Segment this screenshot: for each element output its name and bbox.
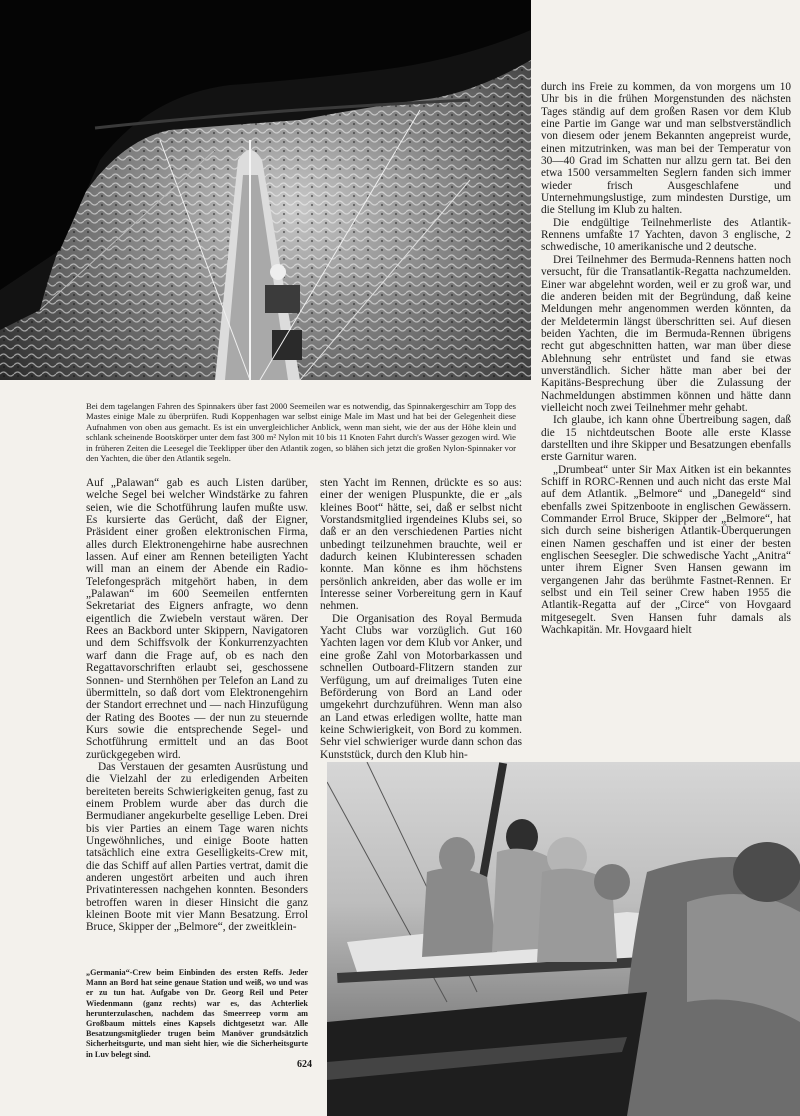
paragraph: Ich glaube, ich kann ohne Übertreibung sagen, daß die 15 nichtdeutschen Boote alle erste Klasse darstellten und ihre Skipper und Besatzungen ebenfalls erste Garnitur waren.: [541, 414, 791, 464]
text-column-right: [541, 81, 791, 636]
paragraph: Das Verstauen der gesamten Ausrüstung und die Vielzahl der zu erledigenden Arbeiten bereiteten bereits Schwierigkeiten genug, fast zu einem Problem wurde aber das durch die Bermudianer angekurbelte gesellige Leben. Drei bis vier Parties an einem Tage waren nichts Ungewöhnliches, und einige Boote hatten tatsächlich eine extra Geselligkeits-Crew mit, die das Schiff auf allen Parties vertrat, damit die anderen ungestört arbeiten und auch ihren Privatinteressen nachgehen konnten. Besonders betroffen waren in dieser Hinsicht die ganz kleinen Boote mit vier Mann Besatzung. Errol Bruce, Skipper der „Belmore“, der zweitklein-: [86, 760, 308, 934]
paragraph: Auf „Palawan“ gab es auch Listen darüber, welche Segel bei welcher Windstärke zu fahren seien, wie die Schotführung laufen mußte usw. Es kursierte das Gerücht, daß der Eigner, Präsident einer großen elektronischen Firma, alles durch Elektronengehirne habe ausrechnen lassen. Auf einer am Rennen beteiligten Yacht will man an einem der Abende ein Radio-Telefongespräch mitgehört haben, in dem „Palawan“ im 600 Seemeilen entfernten Sekretariat des Eigners anfragte, wo denn eigentlich die Zwiebeln verstaut wären. Der Rees an Backbord unter Skippern, Navigatoren und dem Schiffsvolk der Konkurrenzyachten warf dann die Frage auf, ob es nach den Regattavorschriften erlaubt sei, geschossene Sonnen- und Sternhöhen per Telefon an Land zu übermitteln, so daß dort vom Elektronengehirn der Standort errechnet und — nach Hinzufügung der Rating des Bootes — der nun zu steuernde Kurs sowie die entsprechende Segel- und Schotführung ermittelt und an das Boot zurückgegeben wird.: [86, 477, 308, 761]
photo-caption-bottom: „Germania“-Crew beim Einbinden des ersten Reffs. Jeder Mann an Bord hat seine genaue Station und weiß, wo und was er zu tun hat. Aufgabe von Dr. Georg Reil und Peter Wiedenmann (ganz rechts) war es, das Achterliek herunterzulaschen, nachdem das Smeerreep vorm am Großbaum mittels eines Kapsels dichtgesetzt war. Alle Besatzungsmitglieder trugen beim Manöver grundsätzlich Sicherheitsgurte, und man sieht hier, wie die Sicherheitsgurte in Luv belegt sind.: [86, 968, 308, 1059]
paragraph: durch ins Freie zu kommen, da von morgens um 10 Uhr bis in die frühen Morgenstunden des nächsten Tages ständig auf dem großen Rasen vor dem Klub eine Partie im Gange war und man selbstverständlich von diesem oder jenem Bekannten angepreist wurde, einen mitzutrinken, was man bei der Temperatur von 30—40 Grad im Schatten nur allzu gern tat. Bei den etwa 1500 versammelten Seglern fanden sich immer wieder frisch Ausgeschlafene und Unternehmungslustige, zum mindesten Durstige, um die Stellung im Klub zu halten.: [541, 81, 791, 217]
paragraph: Die Organisation des Royal Bermuda Yacht Clubs war vorzüglich. Gut 160 Yachten lagen vor dem Klub vor Anker, und eine große Zahl von Motorbarkassen und schnellen Outboard-Flitzern standen zur Verfügung, um auf dreimaliges Tuten eine Beförderung von Bord an Land oder umgekehrt durchzuführen. Wenn man also an Land etwas erledigen wollte, hatte man keine Schwierigkeit, von Bord zu kommen. Sehr viel schwieriger wurde dann schon das Kunststück, durch den Klub hin-: [320, 612, 522, 761]
paragraph: „Drumbeat“ unter Sir Max Aitken ist ein bekanntes Schiff in RORC-Rennen und auch nicht das erste Mal auf dem Atlantik. „Belmore“ und „Danegeld“ sind ebenfalls zwei Spitzenboote in englischen Gewässern. Commander Errol Bruce, Skipper der „Belmore“, hat sich durch seine bisherigen Atlantik-Überquerungen einen Namen geschaffen und ist einer der besten englischen Seesegler. Die schwedische Yacht „Anitra“ unter ihrem Eigner Sven Hansen gewann im vergangenen Jahr das berühmte Fastnet-Rennen. Er selbst und ein Teil seiner Crew haben 1955 die Atlantik-Regatta auf der „Circe“ von Hovgaard mitgesegelt. Sven Hansen fuhr damals als Wachkapitän. Mr. Hovgaard hielt: [541, 463, 791, 637]
text-column-left: [86, 477, 308, 934]
text-column-middle: [320, 477, 522, 761]
spinnaker-masthead-photo: [0, 0, 531, 380]
paragraph: Drei Teilnehmer des Bermuda-Rennens hatten noch versucht, für die Transatlantik-Regatta nachzumelden. Einer war abgelehnt worden, weil er zu groß war, und die anderen beiden mit der Begründung, daß keine Meldungen mehr angenommen werden könnten, da der Meldetermin längst überschritten sei. Auf diesen beiden Yachten, die im Bermuda-Rennen übrigens recht gut abgeschnitten hatten, war man über diese Ablehnung sehr entrüstet und fand sie etwas unverständlich. Sicher hätte man aber bei der Kapitäns-Besprechung über die Zulassung der Nachmeldungen abstimmen können und hätte dann vielleicht noch zwei Teilnehmer mehr gehabt.: [541, 253, 791, 414]
page-number: 624: [297, 1059, 312, 1070]
paragraph: Die endgültige Teilnehmerliste des Atlantik-Rennens umfaßte 17 Yachten, davon 3 englische, 2 schwedische, 10 amerikanische und 2 deutsche.: [541, 216, 791, 254]
paragraph: sten Yacht im Rennen, drückte es so aus: einer der wenigen Pluspunkte, die er „als kleines Boot“ hätte, sei, daß er selbst nicht Vorstandsmitglied irgendeines Klubs sei, so daß er an den verschiedenen Parties nicht unbedingt teilzunehmen brauchte, weil er dadurch keinen Klubinteressen schaden konnte. Man könne es ihm höchstens persönlich ankreiden, aber das wolle er im Interesse seiner Vorbereitung gern in Kauf nehmen.: [320, 477, 522, 613]
photo-caption-top: Bei dem tagelangen Fahren des Spinnakers über fast 2000 Seemeilen war es notwendig, das Spinnakergeschirr am Topp des Mastes einige Male zu überprüfen. Rudi Koppenhagen war selbst einige Male im Mast und hat bei der Gelegenheit diese Aufnahmen von oben aus gemacht. Es ist ein unvergleichlicher Anblick, wenn man sieht, wie der aus der Höhe klein und schlank scheinende Bootskörper unter dem fast 300 m² Nylon mit 10 bis 11 Knoten Fahrt durch's Wasser gezogen wird. Wie in früheren Zeiten die Leesegel die Teeklipper über den Atlantik zogen, so blähen sich jetzt die großen Nylon-Spinnaker vor den Yachten, die über den Atlantik segeln.: [86, 401, 516, 464]
crew-reefing-photo: [327, 762, 800, 1116]
